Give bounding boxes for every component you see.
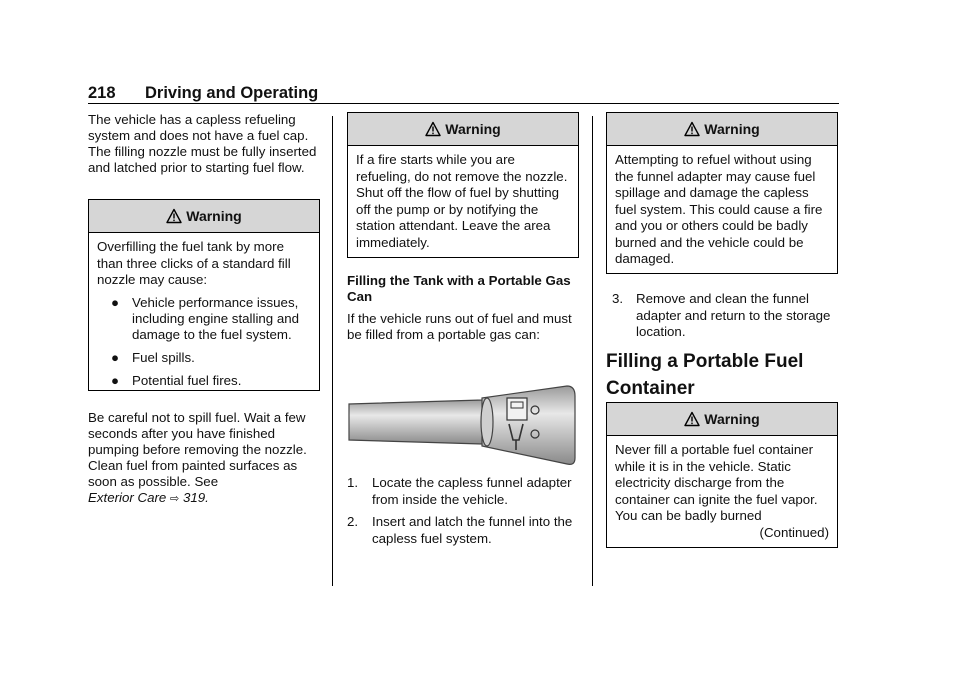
warning-triangle-icon	[684, 411, 700, 427]
gas-can-paragraph: If the vehicle runs out of fuel and must be filled from a portable gas can:	[347, 311, 572, 342]
page-reference-arrow-icon: ⇨	[170, 493, 180, 505]
warning-box-fire	[347, 112, 579, 258]
warning-body	[607, 146, 837, 276]
list-item: 1. Locate the capless funnel adapter from inside the vehicle.	[347, 475, 572, 507]
page-title: Driving and Operating	[145, 84, 319, 102]
warning-text: Never fill a portable fuel container while it is in the vehicle. Static electricity discharge from the container can ignite the fuel vapor. You can be badly burned	[615, 442, 818, 523]
warning-text: Attempting to refuel without using the funnel adapter may cause fuel spillage and damage the capless fuel system. This could cause a fire and you or others could be badly burned and the vehicle could be damaged.	[615, 152, 823, 266]
warning-box-portable-container	[606, 402, 838, 548]
warning-header	[607, 113, 837, 146]
section-subheading: Filling the Tank with a Portable Gas Can	[347, 273, 571, 304]
column-1-intro	[88, 112, 320, 176]
header-rule	[88, 103, 839, 104]
steps-list	[347, 475, 582, 547]
warning-body	[348, 146, 578, 259]
page-header	[88, 84, 839, 104]
intro-paragraph: The vehicle has a capless refueling system and does not have a fuel cap. The filling nozzle must be fully inserted and latched prior to starting fuel flow.	[88, 112, 317, 175]
capless-funnel-adapter-illustration	[347, 382, 577, 466]
warning-title: Warning	[704, 411, 760, 427]
warning-title: Warning	[445, 121, 501, 137]
list-item: 3. Remove and clean the funnel adapter and return to the storage location.	[612, 291, 831, 339]
warning-box-overfilling	[88, 199, 320, 391]
step-3	[606, 291, 841, 347]
list-item: 2. Insert and latch the funnel into the capless fuel system.	[347, 514, 573, 546]
continued-label: (Continued)	[759, 524, 829, 540]
spill-paragraph: Be careful not to spill fuel. Wait a few seconds after you have finished pumping before removing the nozzle. Clean fuel from painted surfaces as soon as possible. See	[88, 410, 307, 489]
warning-header	[607, 403, 837, 436]
warning-text: If a fire starts while you are refueling, do not remove the nozzle. Shut off the flow of fuel by shutting off the pump or by notifying the station attendant. Leave the area immediately.	[356, 152, 568, 250]
funnel-steps	[347, 475, 582, 553]
portable-gas-can-section	[347, 273, 579, 343]
steps-list	[606, 291, 841, 341]
warning-title: Warning	[704, 121, 760, 137]
column-divider-2	[592, 116, 593, 586]
warning-title: Warning	[186, 208, 242, 224]
warning-triangle-icon	[425, 121, 441, 137]
warning-bullet-list	[97, 295, 311, 389]
exterior-care-link[interactable]: Exterior Care	[88, 490, 167, 505]
warning-header	[89, 200, 319, 233]
warning-body	[89, 233, 319, 404]
warning-box-funnel-adapter	[606, 112, 838, 274]
list-item: ● Fuel spills.	[111, 349, 195, 365]
warning-body	[607, 436, 837, 549]
warning-triangle-icon	[684, 121, 700, 137]
warning-header	[348, 113, 578, 146]
column-divider-1	[332, 116, 333, 586]
list-item: ● Potential fuel fires.	[111, 372, 242, 388]
warning-text: Overfilling the fuel tank by more than three clicks of a standard fill nozzle may cause:	[97, 239, 291, 287]
column-1-paragraph-2	[88, 410, 323, 507]
section-heading: Filling a Portable Fuel Container	[606, 351, 804, 399]
list-item: ● Vehicle performance issues, including engine stalling and damage to the fuel system.	[111, 294, 300, 342]
warning-triangle-icon	[166, 208, 182, 224]
page-number: 218	[88, 84, 116, 102]
page-reference[interactable]: 319.	[182, 490, 209, 505]
